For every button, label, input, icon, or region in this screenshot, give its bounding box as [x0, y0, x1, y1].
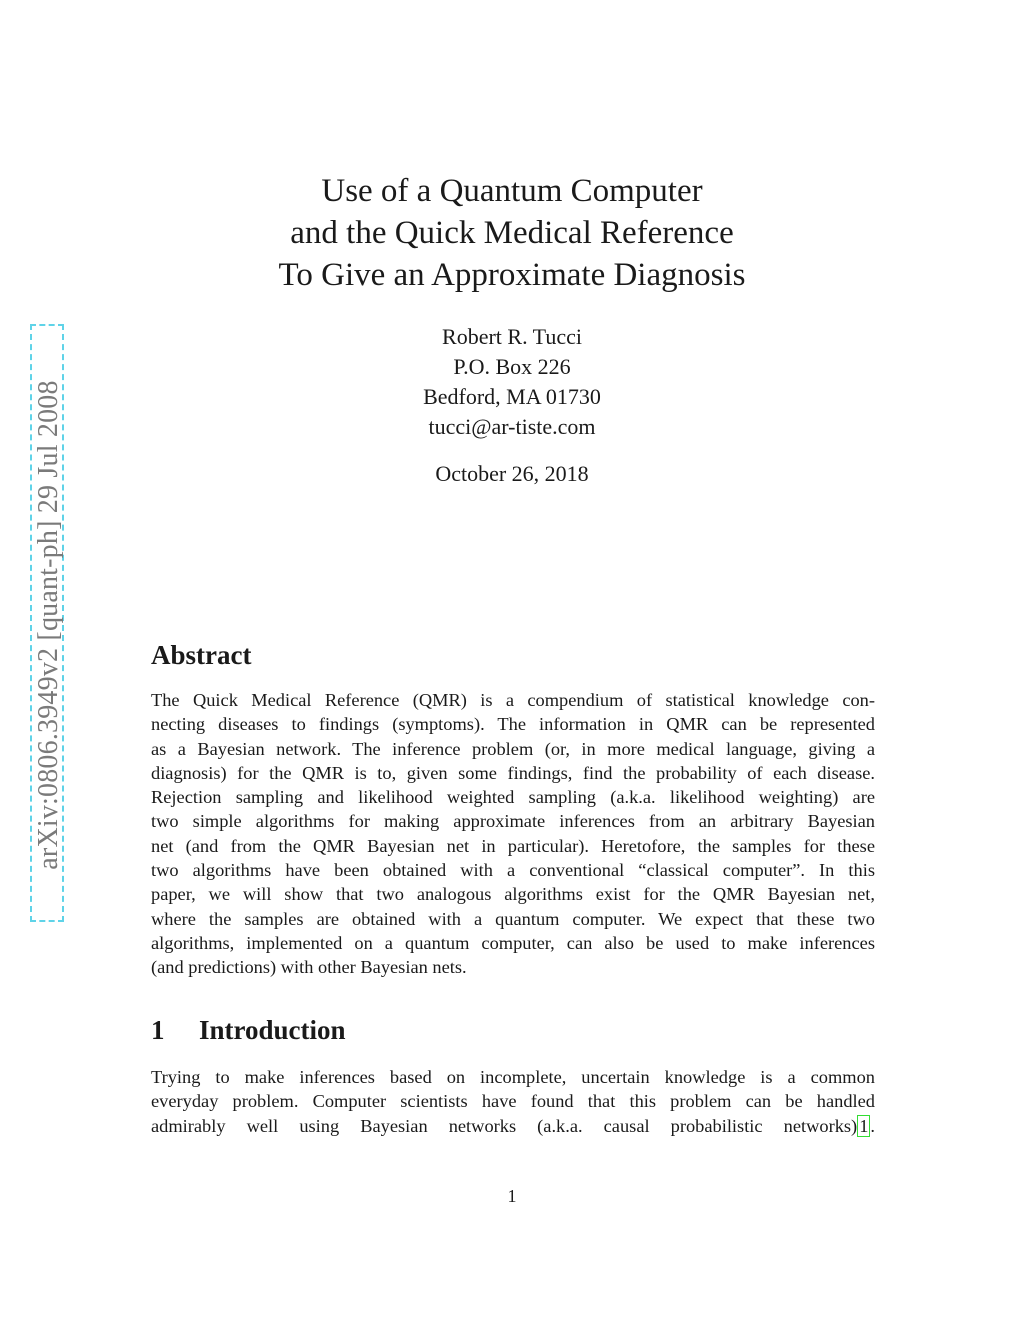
title-line: To Give an Approximate Diagnosis — [278, 257, 746, 293]
citation-link[interactable]: 1 — [859, 1115, 869, 1136]
intro-line-with-citation — [151, 1114, 875, 1138]
author-address-line: P.O. Box 226 — [453, 354, 571, 379]
introduction-body — [151, 1065, 875, 1138]
intro-line-text: admirably well using Bayesian networks (a.k.a. causal probabilistic networks) — [151, 1115, 858, 1136]
abstract-line: necting diseases to findings (symptoms). The information in QMR can be represented — [151, 714, 875, 735]
abstract-line: two algorithms have been obtained with a conventional “classical computer”. In this — [151, 860, 875, 881]
abstract-line: where the samples are obtained with a quantum computer. We expect that these two — [151, 908, 875, 929]
abstract-line: (and predictions) with other Bayesian nets. — [151, 957, 467, 978]
abstract-line: two simple algorithms for making approximate inferences from an arbitrary Bayesian — [151, 811, 875, 832]
section-heading-introduction — [151, 1013, 346, 1047]
paper-title — [0, 170, 1024, 296]
title-line: and the Quick Medical Reference — [290, 215, 734, 251]
abstract-line: diagnosis) for the QMR is to, given some findings, find the probability of each disease. — [151, 762, 875, 783]
abstract-line: as a Bayesian network. The inference problem (or, in more medical language, giving a — [151, 738, 875, 759]
author-info — [0, 322, 1024, 442]
arxiv-identifier: arXiv:0806.3949v2 [quant-ph] 29 Jul 2008 — [33, 380, 64, 870]
abstract-line: paper, we will show that two analogous algorithms exist for the QMR Bayesian net, — [151, 884, 875, 905]
abstract-line: Rejection sampling and likelihood weighted sampling (a.k.a. likelihood weighting) are — [151, 787, 875, 808]
abstract-body — [151, 688, 875, 980]
title-line: Use of a Quantum Computer — [321, 173, 703, 209]
abstract-heading: Abstract — [151, 640, 252, 670]
abstract-line: algorithms, implemented on a quantum computer, can also be used to make inferences — [151, 932, 875, 953]
paper-date: October 26, 2018 — [435, 461, 589, 486]
intro-line: everyday problem. Computer scientists have found that this problem can be handled — [151, 1091, 875, 1112]
author-address-line: Bedford, MA 01730 — [423, 384, 601, 409]
author-email: tucci@ar-tiste.com — [428, 414, 596, 439]
section-title: Introduction — [199, 1015, 346, 1045]
section-number: 1 — [151, 1015, 165, 1045]
author-name: Robert R. Tucci — [442, 324, 582, 349]
intro-line-end: . — [870, 1115, 875, 1136]
abstract-line: net (and from the QMR Bayesian net in particular). Heretofore, the samples for these — [151, 835, 875, 856]
intro-line: Trying to make inferences based on incomplete, uncertain knowledge is a common — [151, 1067, 875, 1087]
abstract-line: The Quick Medical Reference (QMR) is a compendium of statistical knowledge con- — [151, 690, 875, 710]
page-number: 1 — [507, 1186, 517, 1206]
